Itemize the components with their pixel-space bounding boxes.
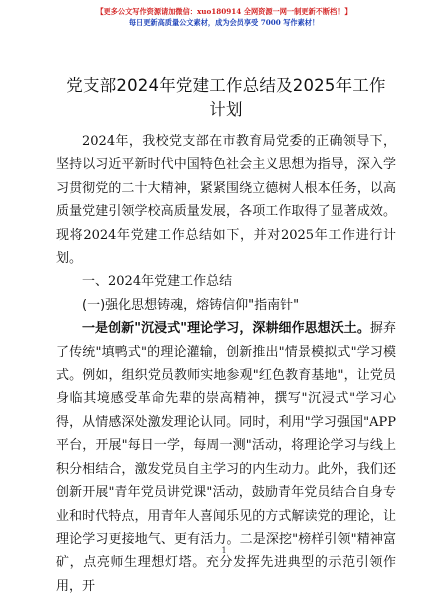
section-heading: 一、2024年党建工作总结	[82, 274, 233, 290]
paragraph-lead-sentence: 一是创新"沉浸式"理论学习，深耕细作思想沃土。	[82, 321, 370, 337]
document-body	[56, 130, 396, 598]
page-number: 1	[221, 546, 227, 555]
promo-banner-line2: 每日更新高质量公文素材，成为会员享受 7000 写作素材！	[128, 18, 320, 27]
intro-paragraph: 2024年，我校党支部在市教育局党委的正确领导下，坚持以习近平新时代中国特色社会主义思想为指导，深入学习贯彻党的二十大精神，紧紧围绕立德树人根本任务，以高质量党建引领学校高质量发展，各项工作取得了显著成效。现将2024年党建工作总结如下，并对2025年工作进行计划。	[56, 134, 396, 267]
body-paragraph	[56, 317, 396, 598]
paragraph-text: 摒弃了传统"填鸭式"的理论灌输，创新推出"情景模拟式"学习模式。例如，组织党员教师实地参观"红色教育基地"，让党员身临其境感受革命先辈的崇高精神，撰写"沉浸式"学习心得，从情感深处激发理论认同。同时，利用"学习强国"APP平台，开展"每日一学，每周一测"活动，将理论学习与线上积分相结合，激发党员自主学习的内生动力。此外，我们还创新开展"青年党员讲党课"活动，鼓励青年党员结合自身专业和时代特点，用青年人喜闻乐见的方式解读党的理论，让理论学习更接地气、更有活力。二是深挖"榜样引领"精神富矿，点亮师生理想灯塔。充分发挥先进典型的示范引领作用，开	[56, 321, 396, 594]
subsection-heading: (一)强化思想铸魂，熔铸信仰"指南针"	[82, 297, 300, 313]
document-title: 党支部2024年党建工作总结及2025年工作计划	[66, 76, 386, 119]
promo-banner-line1: 【更多公文写作资源请加微信：xuo180914 全网资源一网一制更新不断档！】	[96, 7, 352, 16]
